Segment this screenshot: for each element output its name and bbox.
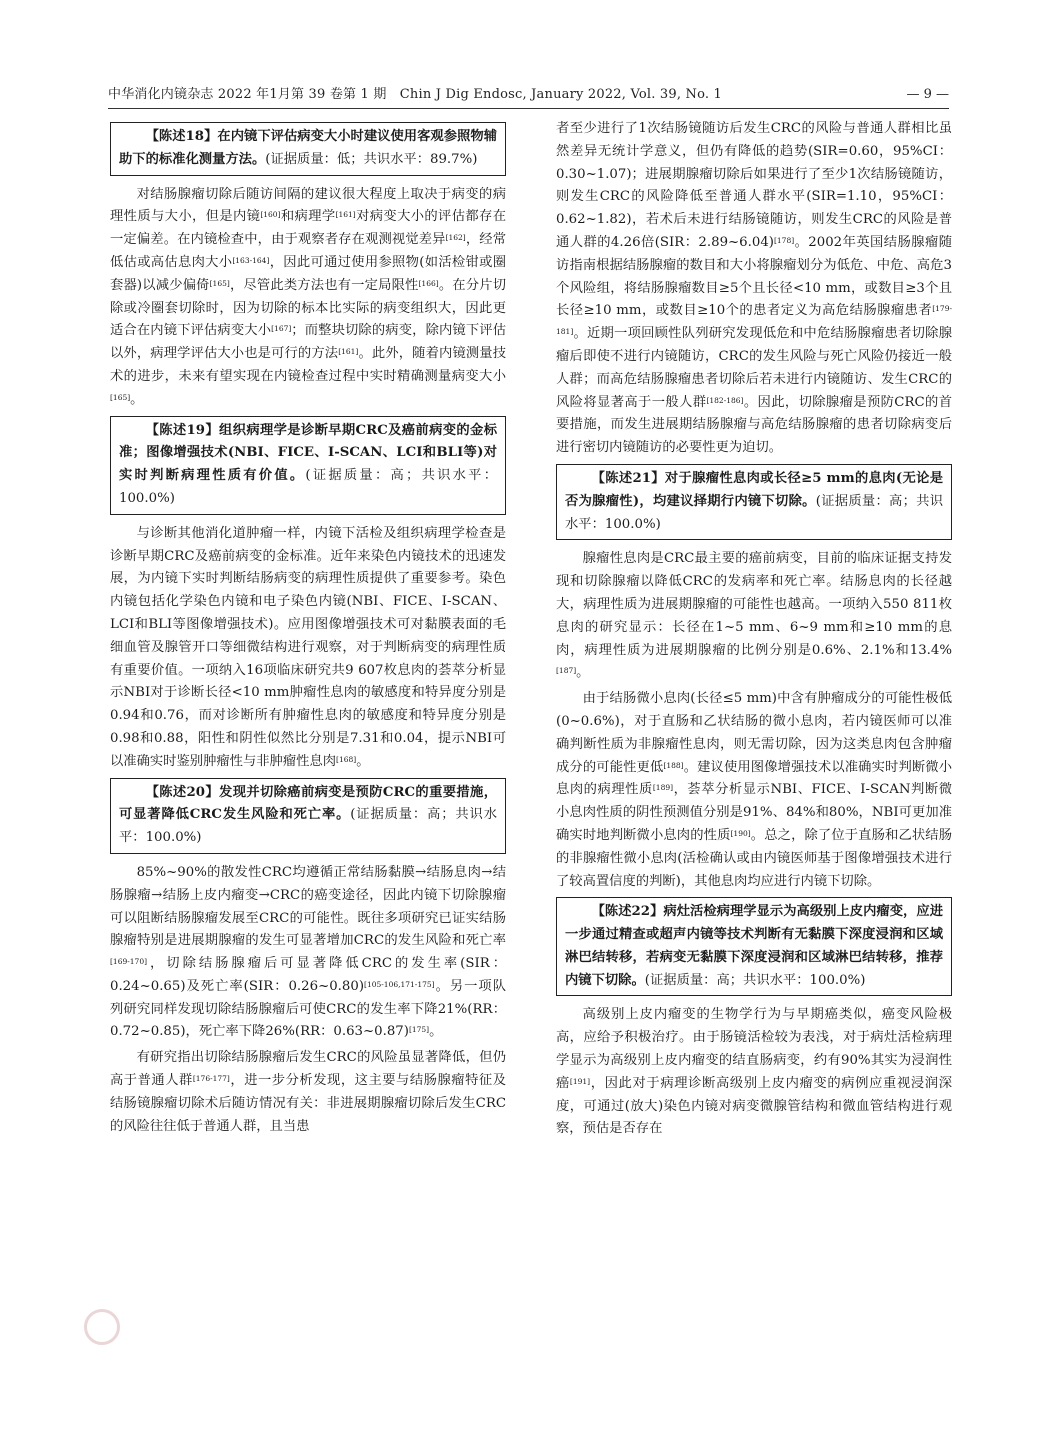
text-run: 。 bbox=[576, 665, 590, 681]
header-divider bbox=[108, 108, 949, 109]
citation-ref: [190] bbox=[730, 828, 751, 838]
citation-ref: [178] bbox=[773, 235, 795, 245]
paragraph bbox=[110, 862, 506, 1044]
citation-ref: [166] bbox=[418, 278, 439, 288]
text-run: ，因此对于病理诊断高级别上皮内瘤变的病例应重视浸润深度，可通过(放大)染色内镜对病变微腺管结构和微血管结构进行观察，预估是否存在 bbox=[556, 1075, 953, 1137]
statement-22-text: 【陈述22】病灶活检病理学显示为高级别上皮内瘤变，应进一步通过精查或超声内镜等技术判断有无黏膜下深度浸润和区域淋巴结转移，若病变无黏膜下深度浸润和区域淋巴结转移，推荐内镜下切除。 bbox=[565, 904, 943, 988]
text-run: ，进一步分析发现，这主要与结肠腺瘤特征及结肠镜腺瘤切除术后随访情况有关：非进展期腺瘤切除后发生CRC的风险往往低于普通人群，且当患 bbox=[110, 1073, 507, 1134]
citation-ref: [162] bbox=[445, 233, 466, 243]
paragraph bbox=[110, 184, 506, 412]
text-run: 和病理学 bbox=[280, 209, 336, 225]
text-run: 。近期一项回顾性队列研究发现低危和中危结肠腺瘤患者切除腺瘤后即使不进行内镜随访，CRC的发生风险与死亡风险仍接近一般人群；而高危结肠腺瘤患者切除后若未进行内镜随访、发生CRC的风险将显著高于一般人群 bbox=[556, 326, 952, 410]
statement-19-evidence: (证据质量：高；共识水平：100.0%) bbox=[119, 468, 497, 506]
statement-22-box bbox=[556, 897, 952, 996]
paragraph bbox=[556, 688, 952, 893]
text-run: ，经常低估或高估息肉大小 bbox=[110, 232, 507, 270]
text-run: 。在分片切除或冷圈套切除时，因为切除的标本比实际的病变组织大，因此更适合在内镜下评估病变大小 bbox=[110, 277, 507, 339]
citation-ref: [182-186] bbox=[706, 395, 744, 405]
statement-18-text: 【陈述18】在内镜下评估病变大小时建议使用客观参照物辅助下的标准化测量方法。 bbox=[119, 129, 497, 167]
text-run: 有研究指出切除结肠腺瘤后发生CRC的风险虽显著降低，但仍高于普通人群 bbox=[110, 1050, 506, 1089]
text-run: 。 bbox=[356, 753, 370, 769]
text-run: 高级别上皮内瘤变的生物学行为与早期癌类似，癌变风险极高，应给予积极治疗。由于肠镜活检较为表浅，对于病灶活检病理学显示为高级别上皮内瘤变的结直肠病变，约有90%其实为浸润性癌 bbox=[556, 1007, 952, 1091]
text-run: 。2002年英国结肠腺瘤随访指南根据结肠腺瘤的数目和大小将腺瘤划分为低危、中危、高危3个风险组，将结肠腺瘤数目≥5个且长径<10 mm，或数目≥3个且长径≥10 mm，或数目≥10个的患者定义为高危结肠腺瘤患者 bbox=[556, 234, 952, 319]
running-header bbox=[108, 84, 949, 106]
citation-ref: [161] bbox=[335, 210, 356, 220]
statement-20-text: 【陈述20】发现并切除癌前病变是预防CRC的重要措施，可显著降低CRC发生风险和死亡率。 bbox=[119, 784, 497, 823]
citation-ref: [189] bbox=[652, 783, 674, 793]
left-column bbox=[110, 118, 506, 1141]
citation-ref: [187] bbox=[556, 666, 577, 676]
citation-ref: [105-106,171-175] bbox=[364, 979, 435, 989]
citation-ref: [188] bbox=[663, 760, 684, 770]
paragraph bbox=[556, 1004, 952, 1141]
text-run: 。 bbox=[429, 1024, 443, 1040]
text-run: 对结肠腺瘤切除后随访间隔的建议很大程度上取决于病变的病理性质与大小，但是内镜 bbox=[110, 186, 506, 225]
citation-ref: [161] bbox=[338, 347, 359, 357]
statement-19-text: 【陈述19】组织病理学是诊断早期CRC及癌前病变的金标准；图像增强技术(NBI、FICE、I-SCAN、LCI和BLI等)对实时判断病理性质有价值。 bbox=[119, 422, 497, 484]
statement-20-box bbox=[110, 778, 506, 854]
page-number: — 9 — bbox=[906, 87, 949, 102]
text-run: 者至少进行了1次结肠镜随访后发生CRC的风险与普通人群相比虽然差异无统计学意义，但仍有降低的趋势(SIR=0.60，95%CI：0.30~1.07)；进展期腺瘤切除后如果进行了至少1次结肠镜随访，则发生CRC的风险降低至普通人群水平(SIR=1.10，95%CI：0.62~1.82)，若术后未进行结肠镜随访，则发生CRC的风险是普通人群的4.26倍(SIR：2.89~6.04) bbox=[556, 121, 952, 250]
paragraph bbox=[110, 1047, 506, 1138]
text-run: ，尽管此类方法也有一定局限性 bbox=[229, 277, 419, 293]
statement-19-box bbox=[110, 416, 506, 515]
citation-ref: [179-181] bbox=[556, 304, 952, 337]
text-run: ，切除结肠腺瘤后可显著降低CRC的发生率(SIR：0.24~0.65)及死亡率(SIR：0.26~0.80) bbox=[110, 956, 506, 994]
statement-18-evidence: (证据质量：低；共识水平：89.7%) bbox=[265, 151, 478, 167]
text-run: 。因此，切除腺瘤是预防CRC的首要措施，而发生进展期结肠腺瘤与高危结肠腺瘤的患者切除病变后进行密切内镜随访的必要性更为迫切。 bbox=[556, 394, 953, 456]
text-run: 。此外，随着内镜测量技术的进步，未来有望实现在内镜检查过程中实时精确测量病变大小 bbox=[110, 346, 507, 384]
statement-22-evidence: (证据质量：高；共识水平：100.0%) bbox=[644, 972, 866, 988]
citation-ref: [167] bbox=[271, 324, 292, 334]
paragraph bbox=[556, 118, 952, 460]
statement-21-text: 【陈述21】对于腺瘤性息肉或长径≥5 mm的息肉(无论是否为腺瘤性)，均建议择期行内镜下切除。 bbox=[565, 470, 943, 509]
publisher-seal-icon bbox=[84, 1309, 120, 1345]
paragraph bbox=[556, 548, 952, 685]
text-run: ，因此可通过使用参照物(如活检钳或圈套器)以减少偏倚 bbox=[110, 254, 506, 293]
text-run: 。另一项队列研究同样发现切除结肠腺瘤后可使CRC的发生率下降21%(RR：0.72~0.85)，死亡率下降26%(RR：0.63~0.87) bbox=[110, 978, 506, 1040]
publisher-watermark bbox=[84, 1304, 514, 1350]
statement-20-evidence: (证据质量：高；共识水平：100.0%) bbox=[119, 807, 498, 846]
citation-ref: [176-177] bbox=[192, 1074, 230, 1084]
statement-21-box bbox=[556, 464, 952, 540]
text-run: ，荟萃分析显示NBI、FICE、I-SCAN判断微小息肉性质的阴性预测值分别是91%、84%和80%，NBI可更加准确实时地判断微小息肉的性质 bbox=[556, 782, 952, 843]
text-run: 由于结肠微小息肉(长径≤5 mm)中含有肿瘤成分的可能性极低(0~0.6%)，对于直肠和乙状结肠的微小息肉，若内镜医师可以准确判断性质为非腺瘤性息肉，则无需切除，因为这类息肉包含肿瘤成分的可能性更低 bbox=[556, 691, 952, 775]
text-run: 与诊断其他消化道肿瘤一样，内镜下活检及组织病理学检查是诊断早期CRC及癌前病变的金标准。近年来染色内镜技术的迅速发展，为内镜下实时判断结肠病变的病理性质提供了重要参考。染色内镜包括化学染色内镜和电子染色内镜(NBI、FICE、I-SCAN、LCI和BLI等图像增强技术)。应用图像增强技术可对黏膜表面的毛细血管及腺管开口等细微结构进行观察，对于判断病变的病理性质有重要价值。一项纳入16项临床研究共9 607枚息肉的荟萃分析显示NBI对于诊断长径<10 mm肿瘤性息肉的敏感度和特异度分别是0.94和0.76，而对诊断所有肿瘤性息肉的敏感度和特异度分别是0.98和0.88，阳性和阴性似然比分别是7.31和0.04，提示NBI可以准确实时鉴别肿瘤性与非肿瘤性息肉 bbox=[110, 525, 506, 769]
statement-18-box bbox=[110, 122, 506, 176]
right-column bbox=[556, 118, 952, 1144]
citation-ref: [163-164] bbox=[232, 255, 270, 265]
citation-ref: [191] bbox=[569, 1076, 591, 1086]
text-run: 。建议使用图像增强技术以准确实时判断微小息肉的病理性质 bbox=[556, 759, 953, 798]
citation-ref: [175] bbox=[408, 1025, 430, 1035]
text-run: ；而整块切除的病变，除内镜下评估以外，病理学评估大小也是可行的方法 bbox=[110, 323, 506, 362]
text-run: 腺瘤性息肉是CRC最主要的癌前病变，目前的临床证据支持发现和切除腺瘤以降低CRC的发病率和死亡率。结肠息肉的长径越大，病理性质为进展期腺瘤的可能性也越高。一项纳入550 811枚息肉的研究显示：长径在1~5 mm、6~9 mm和≥10 mm的息肉，病理性质为进展期腺瘤的比例分别是0.6%、2.1%和13.4% bbox=[556, 551, 952, 658]
text-run: 85%~90%的散发性CRC均遵循正常结肠黏膜→结肠息肉→结肠腺瘤→结肠上皮内瘤变→CRC的癌变途径，因此内镜下切除腺瘤可以阻断结肠腺瘤发展至CRC的可能性。既往多项研究已证实结肠腺瘤特别是进展期腺瘤的发生可显著增加CRC的发生风险和死亡率 bbox=[110, 864, 506, 949]
journal-citation: 中华消化内镜杂志 2022 年1月第 39 卷第 1 期 Chin J Dig Endosc, January 2022, Vol. 39, No. 1 bbox=[108, 87, 723, 102]
text-run: 。 bbox=[130, 391, 144, 407]
citation-ref: [169-170] bbox=[110, 957, 148, 967]
paragraph bbox=[110, 523, 506, 774]
text-run: 对病变大小的评估都存在一定偏差。在内镜检查中，由于观察者存在观测视觉差异 bbox=[110, 209, 507, 248]
citation-ref: [160] bbox=[260, 210, 281, 220]
citation-ref: [165] bbox=[110, 392, 131, 402]
citation-ref: [168] bbox=[336, 754, 357, 764]
text-run: 。总之，除了位于直肠和乙状结肠的非腺瘤性微小息肉(活检确认或由内镜医师基于图像增强技术进行了较高置信度的判断)，其他息肉均应进行内镜下切除。 bbox=[556, 827, 953, 889]
statement-21-evidence: (证据质量：高；共识水平：100.0%) bbox=[565, 493, 944, 532]
citation-ref: [165] bbox=[209, 278, 230, 288]
